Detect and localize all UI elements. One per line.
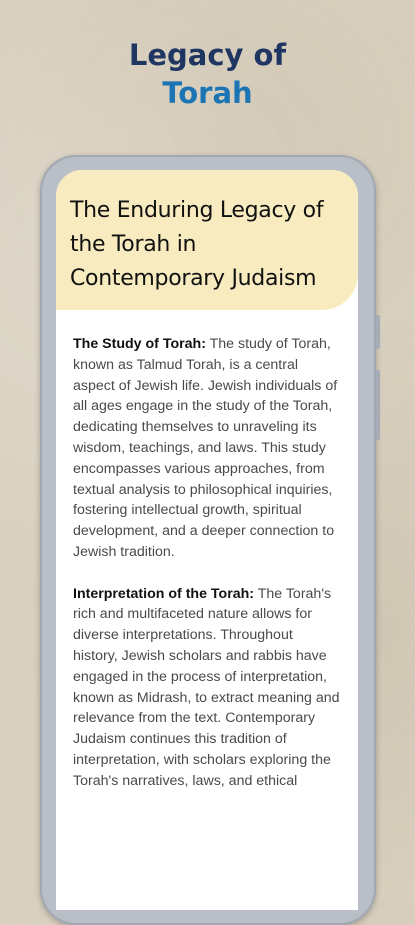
page-title-line1: Legacy of xyxy=(128,38,287,72)
article-title: The Enduring Legacy of the Torah in Contemporary Judaism xyxy=(70,198,324,291)
article-body[interactable] xyxy=(56,310,358,792)
article-section xyxy=(73,584,341,792)
section-text: The Torah's rich and multifaceted nature allows for diverse interpretations. Throughout history, Jewish scholars and rabbis have engaged in the process of interpretation, known as Midrash, to extract meaning and relevance from the text. Contemporary Judaism continues this tradition of interpretation, with scholars exploring the Torah's narratives, laws, and ethical xyxy=(73,585,340,789)
section-text: The study of Torah, known as Talmud Torah, is a central aspect of Jewish life. Jewish individuals of all ages engage in the study of the Torah, dedicating themselves to unraveling its wisdom, teachings, and laws. This study encompasses various approaches, from textual analysis to philosophical inquiries, fostering intellectual growth, spiritual development, and a deeper connection to Jewish tradition. xyxy=(73,336,338,560)
page-title xyxy=(0,36,415,112)
phone-screen[interactable] xyxy=(56,170,358,910)
phone-side-button xyxy=(376,315,380,349)
article-section xyxy=(73,334,341,563)
page-title-line2: Torah xyxy=(162,76,253,110)
section-term: Interpretation of the Torah: xyxy=(73,585,255,602)
phone-mockup-frame xyxy=(40,155,376,925)
phone-side-button xyxy=(376,370,380,440)
article-title-card xyxy=(56,170,358,310)
section-term: The Study of Torah: xyxy=(73,336,206,352)
